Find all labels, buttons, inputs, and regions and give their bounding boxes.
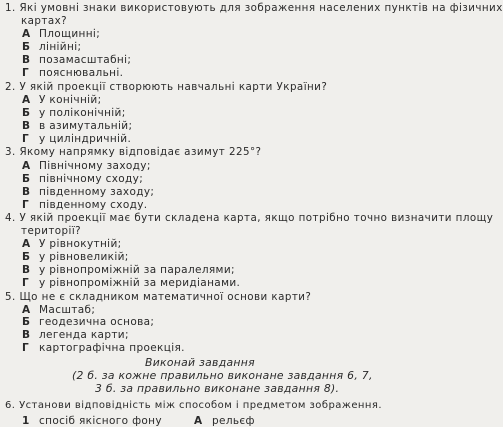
question-2-option-c-text: в азимутальній; [39, 119, 133, 132]
question-5-option-a-text: Масштаб; [39, 303, 96, 316]
question-2-option-b-text: у поліконічній; [39, 107, 126, 119]
question-2-stem: 2. У якій проекції створюють навчальні карти України? [5, 80, 328, 93]
question-1-option-a-text: Площинні; [39, 28, 101, 41]
question-6-right-letter: А [194, 415, 203, 427]
question-5-stem: 5. Що не є складником математичної основи карти? [5, 290, 312, 303]
question-4-option-c-letter: В [22, 264, 31, 277]
question-5-option-a-letter: А [22, 303, 31, 316]
question-3-option-a-letter: А [22, 159, 31, 172]
question-3-option-c-text: південному заходу; [39, 185, 155, 198]
question-5-option-b-text: геодезична основа; [39, 316, 155, 329]
question-3-option-d-letter: Г [22, 198, 29, 211]
question-2-option-d-letter: Г [22, 132, 29, 145]
question-4-option-d-letter: Г [22, 277, 29, 290]
question-4-option-c-text: у рівнопроміжній за паралелями; [39, 264, 235, 277]
task-block-line-1: (2 б. за кожне правильно виконане завдання 6, 7, [72, 369, 373, 383]
question-6-stem: 6. Установи відповідність між способом і предметом зображення. [5, 400, 383, 412]
question-2-option-a-letter: А [22, 94, 31, 107]
question-3-option-a-text: Північному заходу; [39, 159, 151, 172]
question-3-option-b-letter: Б [22, 172, 31, 185]
question-1-option-c-text: позамасштабні; [39, 54, 132, 67]
question-4-stem-line-1: 4. У якій проекції має бути складена карта, якщо потрібно точно визначити площу [5, 212, 494, 224]
question-6-left-text: спосіб якісного фону [39, 415, 162, 427]
question-6-left-number: 1 [22, 415, 30, 427]
question-1-option-d-letter: Г [22, 67, 29, 80]
question-3-stem: 3. Якому напрямку відповідає азимут 225°? [5, 146, 262, 159]
question-5-option-c-text: легенда карти; [39, 329, 129, 342]
question-2-option-b-letter: Б [22, 107, 31, 119]
question-2-option-d-text: у циліндричній. [39, 132, 132, 145]
question-2-option-a-text: У конічній; [39, 94, 102, 107]
question-4-option-a-text: У рівнокутній; [39, 238, 122, 251]
question-5-option-d-text: картографічна проекція. [39, 342, 185, 355]
question-4-option-d-text: у рівнопроміжній за меридіанами. [39, 277, 241, 290]
question-4-option-b-letter: Б [22, 251, 31, 264]
question-6-right-text: рельєф [212, 415, 255, 427]
question-3-option-d-text: південному сходу. [39, 198, 148, 211]
question-1-option-a-letter: А [22, 28, 31, 41]
question-5-option-b-letter: Б [22, 316, 31, 329]
question-4-stem-line-2: території? [21, 224, 82, 237]
task-block-title: Виконай завдання [145, 356, 255, 370]
question-5-option-c-letter: В [22, 329, 31, 342]
question-5-option-d-letter: Г [22, 342, 29, 355]
question-1-stem-line-2: картах? [21, 14, 68, 27]
task-block-line-2: 3 б. за правильно виконане завдання 8). [95, 382, 340, 396]
question-3-option-b-text: північному сходу; [39, 172, 144, 185]
question-1-option-b-text: лінійні; [39, 41, 82, 54]
question-1-stem-line-1: 1. Які умовні знаки використовують для зображення населених пунктів на фізичних [5, 2, 503, 14]
question-1-option-c-letter: В [22, 54, 31, 67]
question-3-option-c-letter: В [22, 185, 31, 198]
question-1-option-d-text: пояснювальні. [39, 67, 124, 80]
question-1-option-b-letter: Б [22, 41, 31, 54]
question-4-option-b-text: у рівновеликій; [39, 251, 129, 264]
question-2-option-c-letter: В [22, 119, 31, 132]
question-4-option-a-letter: А [22, 238, 31, 251]
